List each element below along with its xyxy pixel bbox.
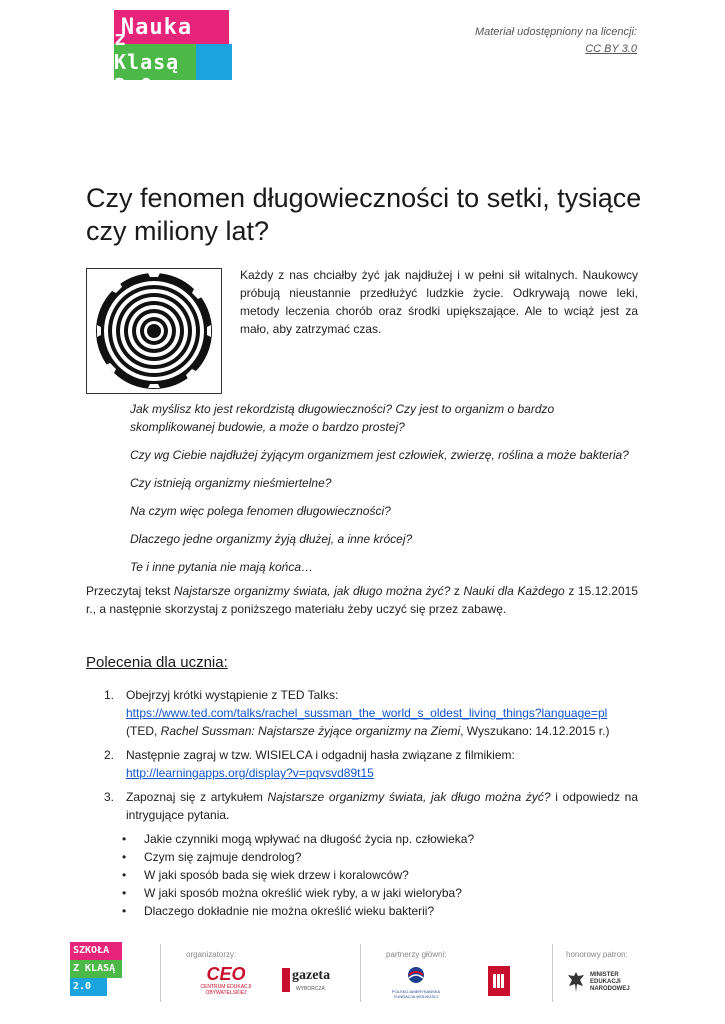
bullet-icon: • (122, 904, 127, 918)
task-number: 2. (104, 748, 115, 762)
list-item (122, 848, 622, 866)
logo-line2: z Klasą 2.0 (114, 26, 180, 98)
page-title: Czy fenomen długowieczności to setki, tysiące czy miliony lat? (86, 183, 642, 246)
logo-cell-pink-block (199, 10, 229, 44)
tree-rings-icon (87, 269, 221, 393)
badge-line: 2.0 (70, 978, 107, 996)
task-text: Obejrzyj krótki wystąpienie z TED Talks: (126, 688, 339, 702)
task-item (104, 788, 638, 824)
task-text: Następnie zagraj w tzw. WISIELCA i odgadnij hasła związane z filmikiem: (126, 748, 515, 762)
ceo-logo (186, 964, 266, 996)
bullet-icon: • (122, 868, 127, 882)
read-text: Przeczytaj tekst (86, 584, 174, 598)
citation-title: Rachel Sussman: Najstarsze żyjące organizmy na Ziemi (160, 724, 461, 738)
organizers-label: organizatorzy: (186, 950, 237, 959)
eagle-icon (566, 970, 586, 994)
list-item (122, 884, 622, 902)
bullet-text: W jaki sposób można określić wiek ryby, a w jaki wieloryba? (144, 886, 462, 900)
task-number: 1. (104, 688, 115, 702)
question: Dlaczego jedne organizmy żyją dłużej, a inne krócej? (130, 532, 413, 546)
bullet-icon: • (122, 886, 127, 900)
citation-text: (TED, (126, 724, 161, 738)
list-item (122, 830, 622, 848)
partners-label: partnerzy główni: (386, 950, 447, 959)
list-item (122, 902, 622, 920)
szkola-badge (70, 942, 122, 998)
ceo-mark: CEO (206, 964, 246, 984)
task-item (104, 686, 638, 740)
task-text (126, 788, 638, 824)
logo-line1: Nauka (120, 14, 193, 40)
license-line2[interactable]: CC BY 3.0 (585, 43, 637, 55)
bullet-icon: • (122, 832, 127, 846)
bullet-text: W jaki sposób bada się wiek drzew i koralowców? (144, 868, 409, 882)
license-note (475, 24, 637, 58)
learningapps-link[interactable]: http://learningapps.org/display?v=pqvsvd89t15 (126, 766, 374, 780)
partner-red-icon (488, 966, 510, 996)
task-article-title: Najstarsze organizmy świata, jak długo można żyć? (267, 790, 551, 804)
tree-rings-image (86, 268, 222, 394)
task-citation (126, 722, 638, 740)
list-item (122, 866, 622, 884)
questions-list (130, 400, 640, 586)
gazeta-mark: gazeta (292, 968, 331, 983)
reading-instruction (86, 582, 638, 618)
read-text: z 15.12.2015 r., a następnie skorzystaj z poniższego materiału żeby uczyć się przez zabawę. (86, 584, 638, 616)
read-article-title: Najstarsze organizmy świata, jak długo można żyć? (173, 584, 451, 598)
question: Te i inne pytania nie mają końca… (130, 560, 313, 574)
gazeta-logo (282, 966, 334, 996)
footer-divider (360, 944, 361, 1002)
logo-cell-blue (196, 44, 232, 80)
read-source: Nauki dla Każdego (463, 584, 565, 598)
pafw-icon (405, 966, 427, 984)
footer-divider (160, 944, 161, 1002)
bullet-text: Jakie czynniki mogą wpływać na długość życia np. człowieka? (144, 832, 475, 846)
footer-divider (552, 944, 553, 1002)
task-text-part: i odpowiedz na intrygujące pytania. (126, 790, 639, 822)
partner-red-logo (488, 966, 510, 996)
bullet-list (122, 830, 622, 920)
question: Na czym więc polega fenomen długowieczności? (130, 504, 391, 518)
section-heading: Polecenia dla ucznia: (86, 654, 228, 671)
task-item (104, 746, 638, 782)
bullet-text: Dlaczego dokładnie nie można określić wieku bakterii? (144, 904, 435, 918)
badge-line: Z KLASĄ (70, 960, 122, 978)
patron-label: honorowy patron: (566, 950, 628, 959)
question: Jak myślisz kto jest rekordzistą długowieczności? Czy jest to organizm o bardzo skomplikowanej budowie, a może o bardzo prostej? (130, 402, 555, 434)
question: Czy wg Ciebie najdłużej żyjącym organizmem jest człowiek, zwierzę, roślina a może bakteria? (130, 448, 629, 462)
ceo-caption: CENTRUM EDUKACJI OBYWATELSKIEJ (200, 984, 252, 996)
question: Czy istnieją organizmy nieśmiertelne? (130, 476, 332, 490)
read-text: z (450, 584, 464, 598)
task-number: 3. (104, 790, 115, 804)
pafw-logo (386, 966, 446, 999)
men-logo (566, 968, 636, 998)
badge-line: SZKOŁA (70, 942, 122, 960)
license-line1: Materiał udostępniony na licencji: (474, 26, 637, 38)
men-caption: MINISTER EDUKACJI NARODOWEJ (590, 972, 630, 992)
bullet-icon: • (122, 850, 127, 864)
task-text-part: Zapoznaj się z artykułem (126, 790, 268, 804)
ted-link[interactable]: https://www.ted.com/talks/rachel_sussman_the_world_s_oldest_living_things?language=pl (126, 706, 608, 720)
bullet-text: Czym się zajmuje dendrolog? (144, 850, 302, 864)
gazeta-caption: WYBORCZA (296, 986, 325, 992)
intro-paragraph: Każdy z nas chciałby żyć jak najdłużej i w pełni sił witalnych. Naukowcy próbują nieustannie przedłużyć ludzkie życie. Odkrywają nowe leki, metody leczenia chorób oraz środki upiększające. Ale to wciąż jest za mało, aby zatrzymać czas. (240, 268, 638, 336)
citation-text: , Wyszukano: 14.12.2015 r.) (460, 724, 610, 738)
pafw-caption: POLSKO-AMERYKAŃSKA FUNDACJA WOLNOŚCI (391, 989, 441, 999)
